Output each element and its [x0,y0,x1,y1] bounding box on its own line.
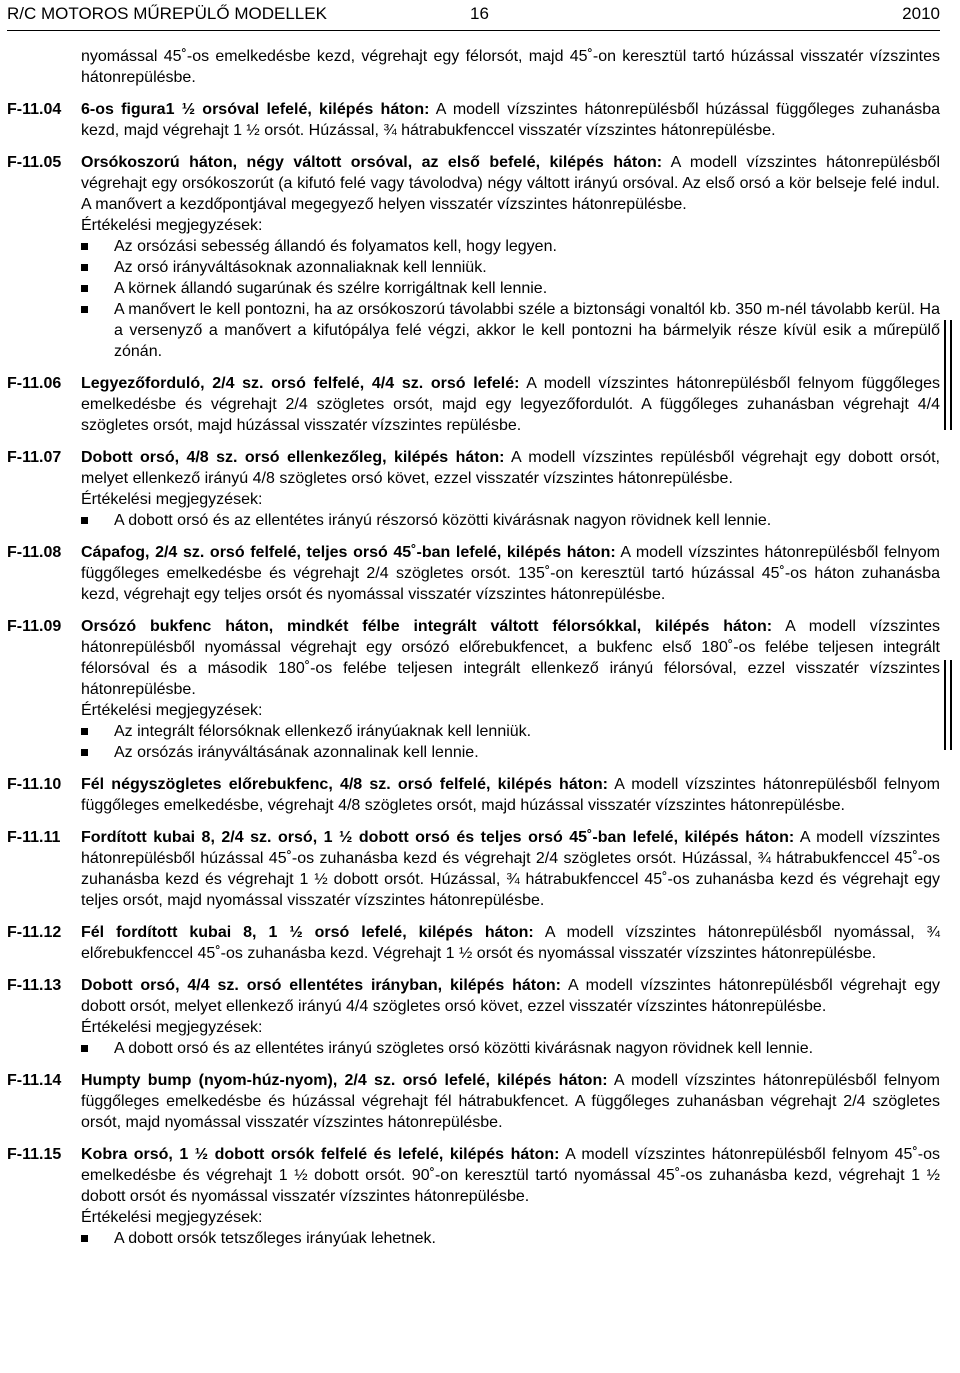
note-text: Az integrált félorsóknak ellenkező irányúaknak kell lenniük. [114,723,532,740]
figure-code: F-11.05 [7,154,62,171]
figure-title: Fordított kubai 8, 2/4 sz. orsó, 1 ½ dobott orsó és teljes orsó 45˚-ban lefelé, kilépés háton: [81,829,795,846]
change-bar [950,320,952,430]
figure-code: F-11.10 [7,776,62,793]
evaluation-notes [81,1228,940,1249]
evaluation-note [81,278,940,299]
figure-text: A modell vízszintes hátonrepülésből végrehajt egy orsókoszorút (a kifutó felé vagy távolodva) négy váltott irányú orsóval. Az első orsó a kör belseje felé indul. A manővert a kezdőpontjával megegyező helyen visszatér vízszintes hátonrepülésbe. [81,154,941,213]
figure-entry [7,373,940,436]
figure-text: A modell vízszintes hátonrepülésből felnyom 45˚-os emelkedésbe és végrehajt 1 ½ dobott orsót. 90˚-on keresztül tartó nyomással 45˚-os zuhanásba kezd, végrehajt 1 ½ dobott orsót és nyomással visszatér vízszintes hátonrepülésbe. [81,1146,941,1205]
figure-code: F-11.13 [7,977,62,994]
note-text: A dobott orsók tetszőleges irányúak lehetnek. [114,1230,436,1247]
figure-description [81,447,940,489]
figure-entry [7,542,940,605]
change-bar [944,660,946,750]
figure-entry [7,922,940,964]
evaluation-note [81,510,940,531]
figure-text: A modell vízszintes hátonrepülésből húzással 45˚-os zuhanásba kezd és végrehajt 2/4 szögletes orsót. Húzással, ¾ hátrabukfenccel 45˚-os zuhanásba kezd és végrehajt 1 ½ dobott orsót. Húzással, ¾ hátrabukfenccel 45˚-os zuhanásba kezd és végrehajt egy teljes orsót, majd nyomással visszatér vízszintes hátonrepülésbe. [81,829,940,909]
evaluation-notes [81,721,940,763]
evaluation-label: Értékelési megjegyzések: [81,702,263,719]
evaluation-label: Értékelési megjegyzések: [81,1209,263,1226]
figure-text: A modell vízszintes hátonrepülésből felnyom függőleges emelkedésbe és végrehajt 2/4 szögletes orsót. 135˚-on keresztül tartó húzással 45˚-os háton zuhanásba kezd, végrehajt egy teljes orsót és nyomással visszatér vízszintes hátonrepülésbe. [81,544,940,603]
figure-code: F-11.08 [7,544,62,561]
header-title: R/C MOTOROS MŰREPÜLŐ MODELLEK [7,4,327,23]
figure-description [81,1144,940,1207]
figure-title: Dobott orsó, 4/4 sz. orsó ellentétes irányban, kilépés háton: [81,977,561,994]
figure-entry [7,99,940,141]
figure-description [81,1070,940,1133]
figure-code: F-11.07 [7,449,62,466]
figure-title: Fél négyszögletes előrebukfenc, 4/8 sz. orsó felfelé, kilépés háton: [81,776,608,793]
page-number: 16 [470,4,489,23]
figure-text: A modell vízszintes hátonrepülésből húzással függőleges zuhanásba kezd, majd végrehajt 1 ½ orsót. Húzással, ¾ hátrabukfenccel visszatér vízszintes hátonrepülésbe. [81,101,940,139]
figure-code: F-11.09 [7,618,62,635]
figure-code: F-11.15 [7,1146,62,1163]
figure-text: A modell vízszintes hátonrepülésből nyomással végrehajt egy orsózó előrebukfencet, a bukfenc első 180˚-os felébe teljesen integrált félorsóval és a második 180˚-os felébe teljesen integrált ellenkező irányú félorsóval, ezzel visszatér vízszintes hátonrepülésbe. [81,618,941,698]
evaluation-label: Értékelési megjegyzések: [81,217,263,234]
figure-text: A modell vízszintes hátonrepülésből nyomással, ¾ előrebukfenccel 45˚-os zuhanásba kezd. Végrehajt 1 ½ orsót és nyomással visszatér vízszintes hátonrepülésbe. [81,924,940,962]
change-bar [950,660,952,750]
evaluation-label: Értékelési megjegyzések: [81,1019,263,1036]
figure-description [81,152,940,215]
evaluation-note [81,299,940,362]
evaluation-label: Értékelési megjegyzések: [81,491,263,508]
note-text: A manővert le kell pontozni, ha az orsókoszorú távolabbi széle a biztonsági vonaltól kb. 350 m-nél távolabb kerül. Ha a versenyző a manővert a kifutópálya felé végzi, akkor le kell pontozni ha bármelyik része kívül esik a műrepülő zónán. [114,301,940,360]
figure-title: Fél fordított kubai 8, 1 ½ orsó lefelé, kilépés háton: [81,924,534,941]
evaluation-note [81,1038,940,1059]
figure-entry [7,774,940,816]
note-text: Az orsózási sebesség állandó és folyamatos kell, hogy legyen. [114,238,557,255]
square-bullet-icon [81,728,88,735]
figure-description [81,99,940,141]
page-header [7,0,940,31]
figure-code: F-11.14 [7,1072,62,1089]
square-bullet-icon [81,264,88,271]
figure-code: F-11.11 [7,829,61,846]
note-text: A dobott orsó és az ellentétes irányú részorsó közötti kivárásnak nagyon rövidnek kell lennie. [114,512,772,529]
square-bullet-icon [81,1235,88,1242]
figure-entry [7,975,940,1059]
figure-description [81,774,940,816]
evaluation-note [81,1228,940,1249]
square-bullet-icon [81,1045,88,1052]
figure-description [81,542,940,605]
figure-description [81,373,940,436]
figure-entry [7,1144,940,1249]
figure-text: A modell vízszintes hátonrepülésből végrehajt egy dobott orsót, melyet ellenkező irányú 4/4 szögletes orsó követ, ezzel visszatér vízszintes hátonrepülésbe. [81,977,940,1015]
evaluation-note [81,721,940,742]
evaluation-notes [81,510,940,531]
note-text: Az orsó irányváltásoknak azonnaliaknak kell lenniük. [114,259,487,276]
note-text: A körnek állandó sugarúnak és szélre korrigáltnak kell lennie. [114,280,548,297]
evaluation-note [81,257,940,278]
figure-entry [7,1070,940,1133]
figure-description [81,922,940,964]
square-bullet-icon [81,285,88,292]
change-bar [944,320,946,430]
figure-title: Kobra orsó, 1 ½ dobott orsók felfelé és lefelé, kilépés háton: [81,1146,560,1163]
evaluation-notes [81,236,940,362]
square-bullet-icon [81,243,88,250]
header-year: 2010 [902,4,940,23]
figure-code: F-11.04 [7,101,62,118]
figure-title: Dobott orsó, 4/8 sz. orsó ellenkezőleg, kilépés háton: [81,449,505,466]
figure-code: F-11.12 [7,924,62,941]
figure-text: A modell vízszintes hátonrepülésből felnyom függőleges emelkedésbe és végrehajt 2/4 szögletes orsót, majd egy legyezőfordulót. A függőleges zuhanásban végrehajt 4/4 szögletes orsót, majd húzással visszatér vízszintes repülésbe. [81,375,940,434]
figure-entry [7,827,940,911]
figure-title: Orsózó bukfenc háton, mindkét félbe integrált váltott félorsókkal, kilépés háton: [81,618,773,635]
figure-title: Orsókoszorú háton, négy váltott orsóval, az első befelé, kilépés háton: [81,154,663,171]
figure-title: 6-os figura1 ½ orsóval lefelé, kilépés háton: [81,101,430,118]
figure-list [7,99,940,1249]
figure-description [81,975,940,1017]
figure-title: Humpty bump (nyom-húz-nyom), 2/4 sz. orsó lefelé, kilépés háton: [81,1072,608,1089]
figure-text: A modell vízszintes repülésből végrehajt egy dobott orsót, melyet ellenkező irányú 4/8 szögletes orsó követ, ezzel visszatér vízszintes hátonrepülésbe. [81,449,940,487]
figure-text: A modell vízszintes hátonrepülésből felnyom függőleges emelkedésbe, végrehajt 4/8 szögletes orsót, majd húzással visszatér vízszintes hátonrepülésbe. [81,776,940,814]
figure-title: Cápafog, 2/4 sz. orsó felfelé, teljes orsó 45˚-ban lefelé, kilépés háton: [81,544,616,561]
intro-paragraph: nyomással 45˚-os emelkedésbe kezd, végrehajt egy félorsót, majd 45˚-on keresztül tartó húzással visszatér vízszintes hátonrepülésbe. [81,48,940,86]
square-bullet-icon [81,749,88,756]
figure-description [81,827,940,911]
evaluation-note [81,236,940,257]
figure-description [81,616,940,700]
figure-title: Legyezőforduló, 2/4 sz. orsó felfelé, 4/4 sz. orsó lefelé: [81,375,520,392]
note-text: Az orsózás irányváltásának azonnalinak kell lennie. [114,744,479,761]
figure-entry [7,447,940,531]
evaluation-notes [81,1038,940,1059]
figure-text: A modell vízszintes hátonrepülésből felnyom függőleges emelkedésbe és húzással végrehajt fél hátrabukfencet. A függőleges zuhanásban végrehajt 2/4 szögletes orsót, majd nyomással visszatér vízszintes hátonrepülésbe. [81,1072,940,1131]
figure-entry [7,616,940,763]
figure-entry [7,152,940,362]
evaluation-note [81,742,940,763]
square-bullet-icon [81,517,88,524]
square-bullet-icon [81,306,88,313]
figure-code: F-11.06 [7,375,62,392]
document-body [7,46,940,1249]
note-text: A dobott orsó és az ellentétes irányú szögletes orsó közötti kivárásnak nagyon rövidnek kell lennie. [114,1040,814,1057]
